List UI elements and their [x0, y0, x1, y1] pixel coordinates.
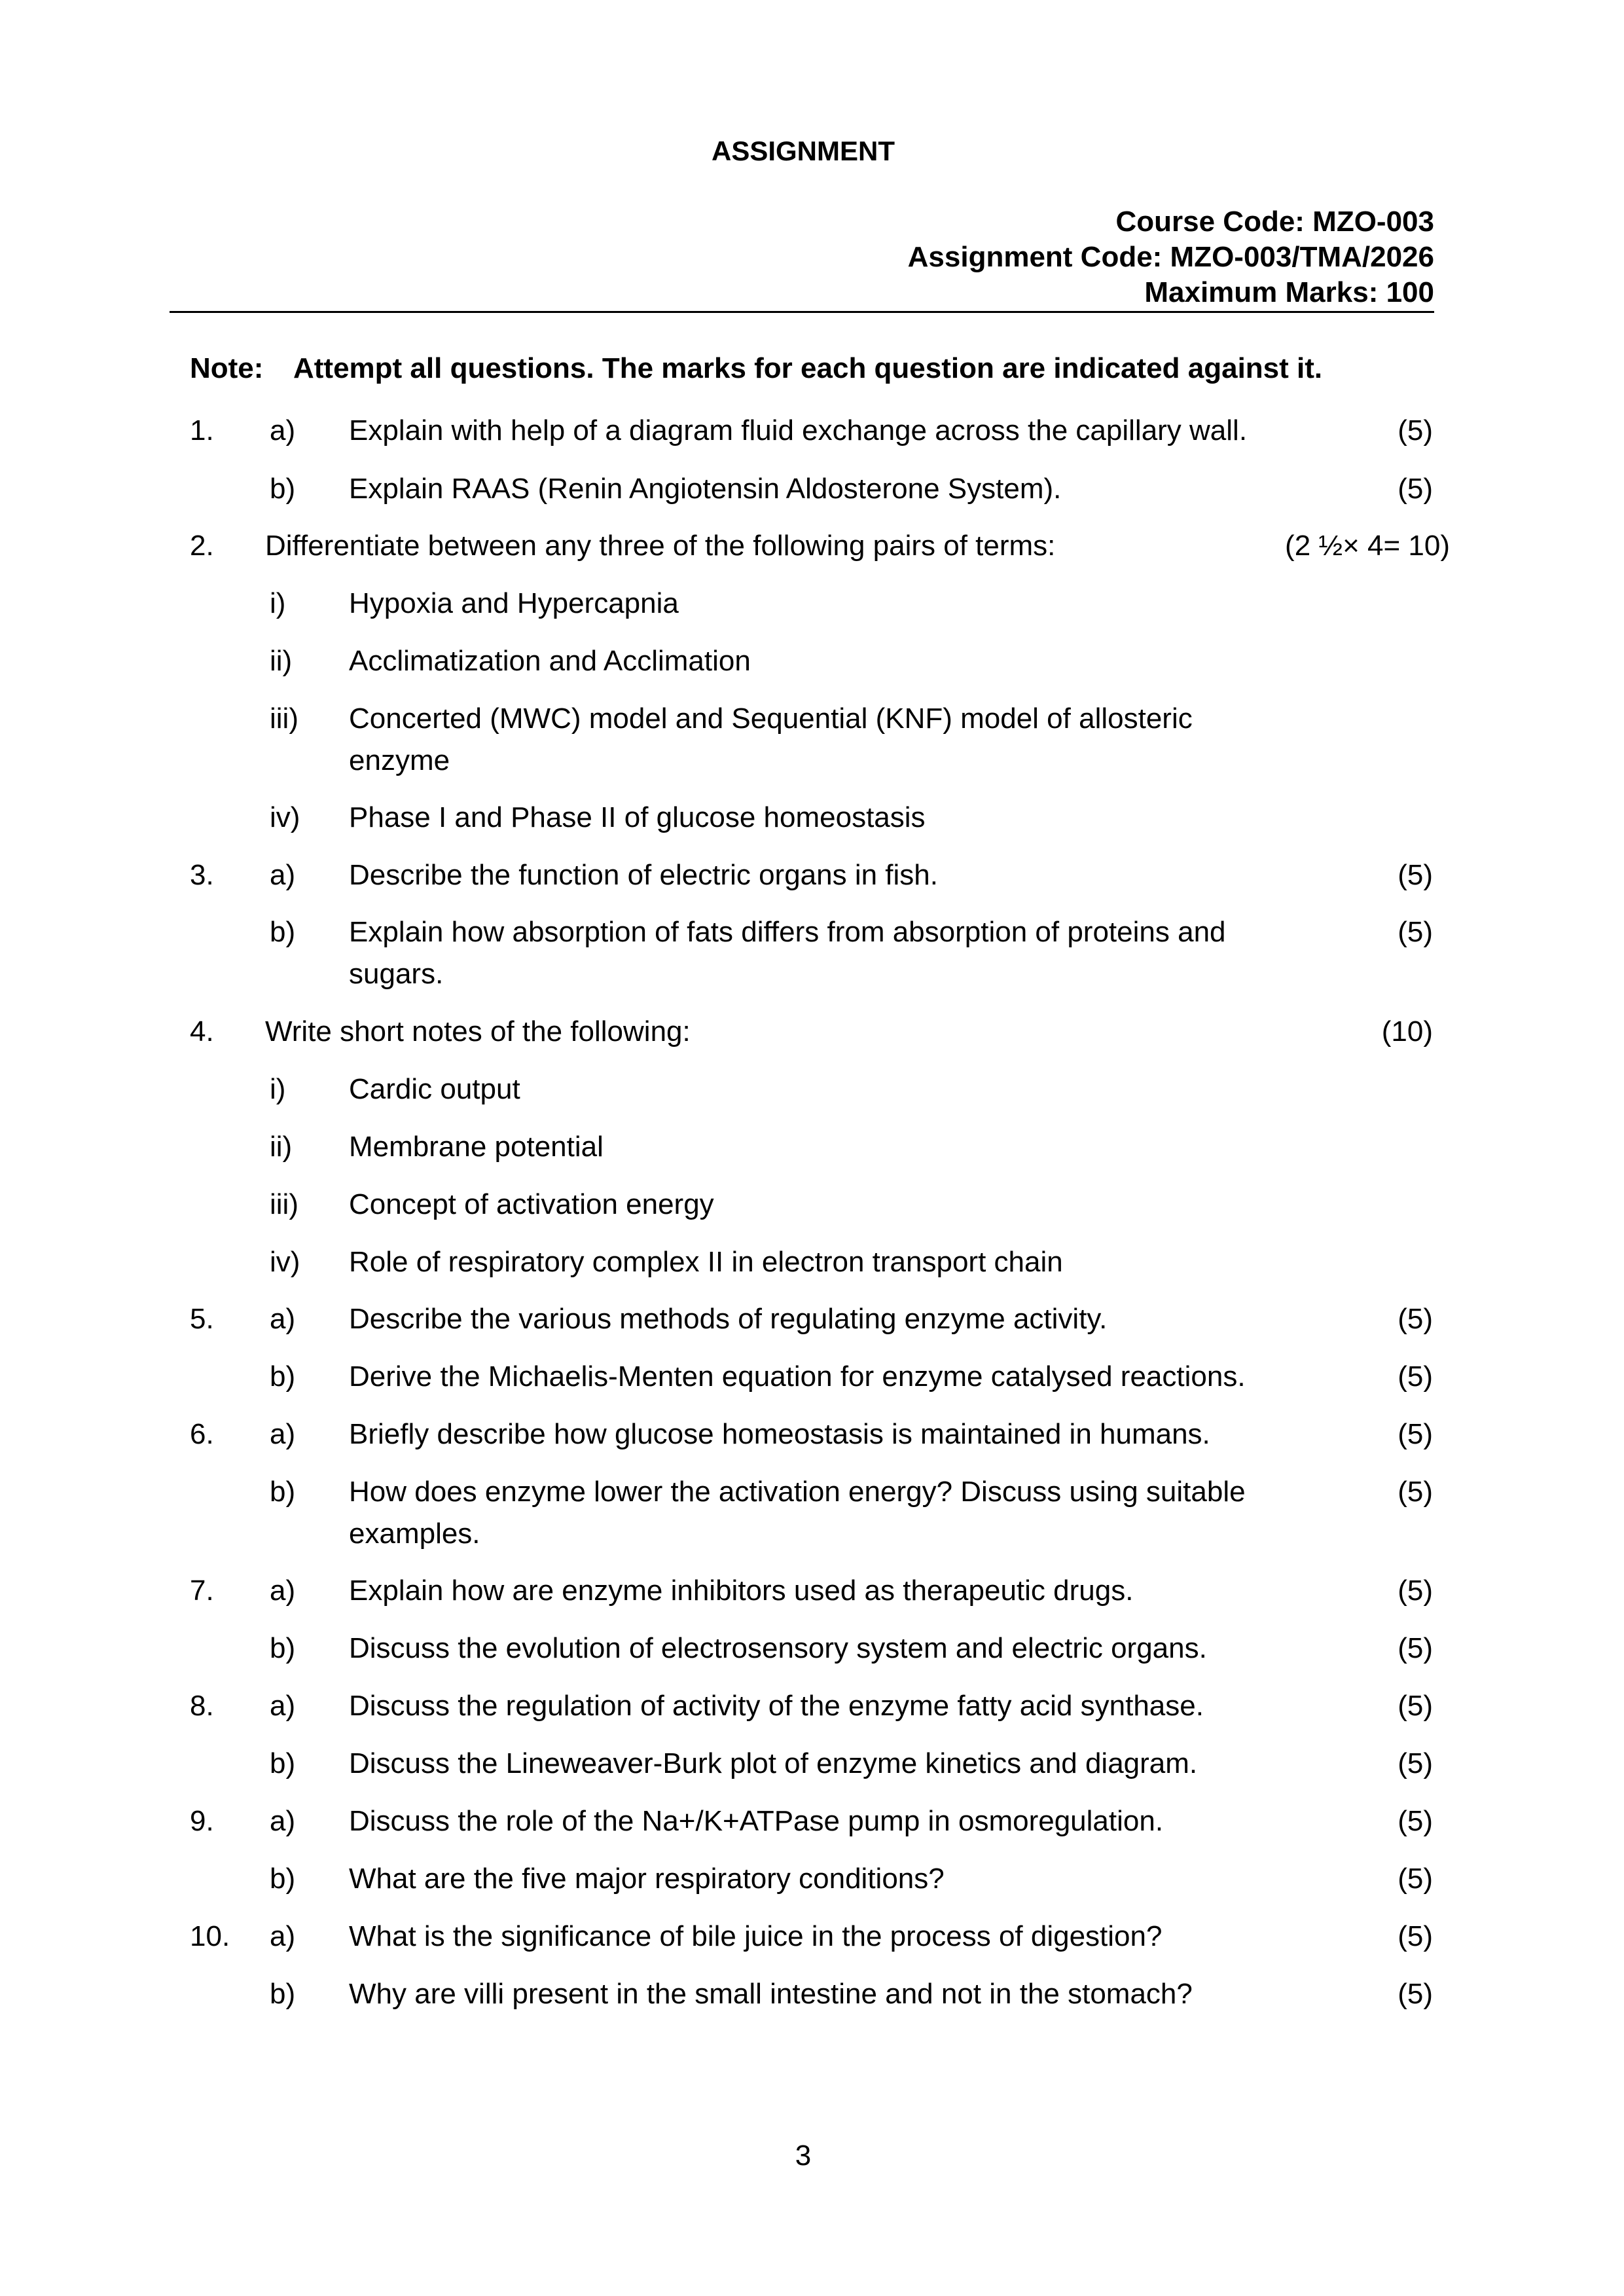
question-part-label: a): [270, 1920, 296, 1952]
question-number: 4.: [190, 1015, 214, 1048]
question-marks: (5): [1398, 473, 1433, 505]
question-text: Differentiate between any three of the following pairs of terms:: [265, 530, 1056, 562]
header-divider: [170, 311, 1434, 313]
question-part-label: a): [270, 859, 296, 891]
question-part-label: a): [270, 1805, 296, 1837]
question-text: Cardic output: [349, 1073, 520, 1105]
question-part-label: b): [270, 473, 296, 505]
question-part-label: ii): [270, 1131, 293, 1163]
question-marks: (5): [1398, 1360, 1433, 1393]
question-text: Discuss the Lineweaver-Burk plot of enzyme kinetics and diagram.: [349, 1747, 1198, 1779]
question-text: How does enzyme lower the activation energy? Discuss using suitable examples.: [349, 1476, 1246, 1550]
question-part-label: iv): [270, 1246, 300, 1278]
question-marks: (5): [1398, 414, 1433, 446]
question-marks: (10): [1381, 1015, 1433, 1048]
question-text: Role of respiratory complex II in electron transport chain: [349, 1246, 1063, 1278]
question-text: Discuss the evolution of electrosensory system and electric organs.: [349, 1632, 1207, 1664]
question-text: Hypoxia and Hypercapnia: [349, 587, 679, 619]
question-part-label: i): [270, 1073, 286, 1105]
question-part-label: b): [270, 1632, 296, 1664]
note-text: Attempt all questions. The marks for each question are indicated against it.: [293, 352, 1323, 384]
question-marks: (5): [1398, 1418, 1433, 1450]
question-text: Explain how are enzyme inhibitors used as therapeutic drugs.: [349, 1575, 1134, 1607]
question-text: Concerted (MWC) model and Sequential (KNF) model of allosteric enzyme: [349, 702, 1193, 776]
question-text: Why are villi present in the small intestine and not in the stomach?: [349, 1978, 1193, 2010]
course-info-block: [908, 204, 1434, 310]
question-part-label: b): [270, 1863, 296, 1895]
question-number: 8.: [190, 1690, 214, 1722]
question-number: 7.: [190, 1575, 214, 1607]
question-part-label: b): [270, 1476, 296, 1508]
question-marks: (5): [1398, 1575, 1433, 1607]
question-text: Discuss the regulation of activity of the enzyme fatty acid synthase.: [349, 1690, 1204, 1722]
question-number: 1.: [190, 414, 214, 446]
question-part-label: iii): [270, 1188, 298, 1220]
question-text: Write short notes of the following:: [265, 1015, 691, 1048]
question-text: Membrane potential: [349, 1131, 604, 1163]
question-part-label: a): [270, 1690, 296, 1722]
question-marks: (5): [1398, 1978, 1433, 2010]
question-number: 10.: [190, 1920, 230, 1952]
question-marks: (2 ½× 4= 10): [1285, 530, 1450, 562]
note-label: Note:: [190, 352, 264, 384]
question-marks: (5): [1398, 859, 1433, 891]
question-part-label: a): [270, 1303, 296, 1335]
question-part-label: b): [270, 916, 296, 948]
question-text: Briefly describe how glucose homeostasis is maintained in humans.: [349, 1418, 1210, 1450]
question-part-label: ii): [270, 645, 293, 677]
question-number: 9.: [190, 1805, 214, 1837]
question-part-label: b): [270, 1360, 296, 1393]
instructions-note: [190, 352, 1322, 385]
question-part-label: i): [270, 587, 286, 619]
question-text: Describe the function of electric organs in fish.: [349, 859, 939, 891]
maximum-marks: Maximum Marks: 100: [1144, 276, 1434, 308]
question-part-label: b): [270, 1747, 296, 1779]
question-number: 6.: [190, 1418, 214, 1450]
question-marks: (5): [1398, 1690, 1433, 1722]
page-number: 3: [795, 2140, 812, 2172]
question-marks: (5): [1398, 1920, 1433, 1952]
question-text: Explain with help of a diagram fluid exchange across the capillary wall.: [349, 414, 1248, 446]
question-marks: (5): [1398, 1863, 1433, 1895]
question-number: 5.: [190, 1303, 214, 1335]
question-marks: (5): [1398, 1476, 1433, 1508]
question-text: Explain RAAS (Renin Angiotensin Aldosterone System).: [349, 473, 1062, 505]
course-code: Course Code: MZO-003: [1115, 206, 1434, 238]
page-title: ASSIGNMENT: [711, 136, 895, 166]
question-text: Describe the various methods of regulating enzyme activity.: [349, 1303, 1108, 1335]
question-text: Derive the Michaelis-Menten equation for enzyme catalysed reactions.: [349, 1360, 1246, 1393]
question-text: Acclimatization and Acclimation: [349, 645, 751, 677]
question-number: 3.: [190, 859, 214, 891]
question-text: What is the significance of bile juice in the process of digestion?: [349, 1920, 1163, 1952]
question-text: Phase I and Phase II of glucose homeostasis: [349, 801, 926, 833]
question-text: What are the five major respiratory conditions?: [349, 1863, 945, 1895]
question-marks: (5): [1398, 1632, 1433, 1664]
question-marks: (5): [1398, 916, 1433, 948]
question-part-label: a): [270, 1418, 296, 1450]
question-text: Concept of activation energy: [349, 1188, 714, 1220]
question-marks: (5): [1398, 1747, 1433, 1779]
question-text: Explain how absorption of fats differs from absorption of proteins and sugars.: [349, 916, 1226, 990]
question-part-label: iv): [270, 801, 300, 833]
question-part-label: a): [270, 1575, 296, 1607]
question-marks: (5): [1398, 1805, 1433, 1837]
question-marks: (5): [1398, 1303, 1433, 1335]
question-part-label: a): [270, 414, 296, 446]
question-part-label: b): [270, 1978, 296, 2010]
question-number: 2.: [190, 530, 214, 562]
question-part-label: iii): [270, 702, 298, 735]
question-text: Discuss the role of the Na+/K+ATPase pump in osmoregulation.: [349, 1805, 1164, 1837]
assignment-code: Assignment Code: MZO-003/TMA/2026: [907, 241, 1434, 273]
